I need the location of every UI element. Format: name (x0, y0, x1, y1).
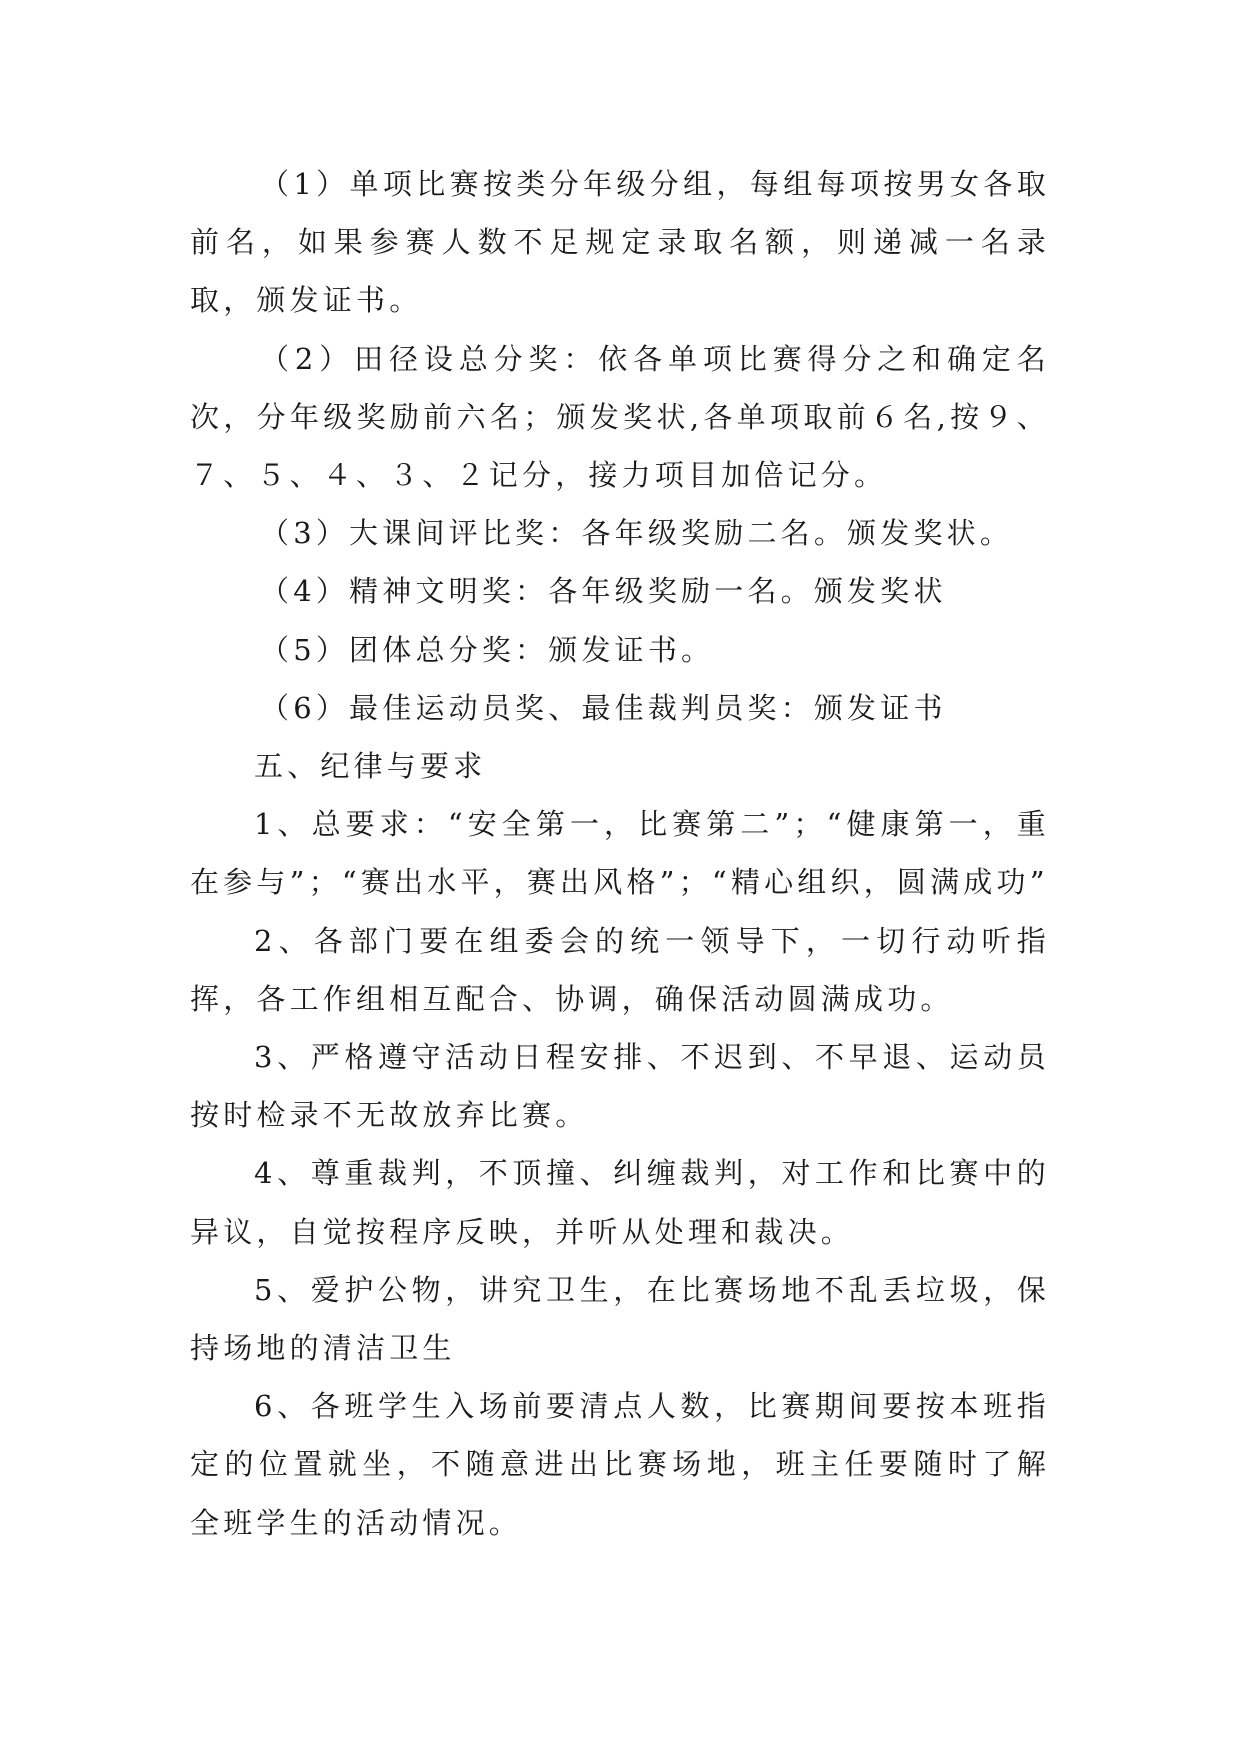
rule-item-4: 4、尊重裁判，不顶撞、纠缠裁判，对工作和比赛中的异议，自觉按程序反映，并听从处理和裁决。 (190, 1156, 1050, 1249)
rule-item-3: 3、严格遵守活动日程安排、不迟到、不早退、运动员按时检录不无故放弃比赛。 (190, 1040, 1050, 1133)
rule-item-6: 6、各班学生入场前要清点人数，比赛期间要按本班指定的位置就坐，不随意进出比赛场地，班主任要随时了解全班学生的活动情况。 (190, 1389, 1050, 1540)
award-item-4: （4）精神文明奖：各年级奖励一名。颁发奖状 (260, 574, 947, 609)
award-item-3: （3）大课间评比奖：各年级奖励二名。颁发奖状。 (260, 516, 1014, 551)
rule-item-5: 5、爱护公物，讲究卫生，在比赛场地不乱丢垃圾，保持场地的清洁卫生 (190, 1272, 1050, 1366)
award-item-6: （6）最佳运动员奖、最佳裁判员奖：颁发证书 (260, 690, 947, 725)
award-item-1: （1）单项比赛按类分年级分组，每组每项按男女各取前名，如果参赛人数不足规定录取名额，则递减一名录取，颁发证书。 (190, 167, 1050, 318)
award-item-2: （2）田径设总分奖：依各单项比赛得分之和确定名次，分年级奖励前六名；颁发奖状,各单项取前６名,按９、７、５、４、３、２记分，接力项目加倍记分。 (190, 341, 1050, 493)
award-item-5: （5）团体总分奖：颁发证书。 (260, 632, 715, 667)
rule-item-2: 2、各部门要在组委会的统一领导下，一切行动听指挥，各工作组相互配合、协调，确保活动圆满成功。 (190, 923, 1050, 1016)
rule-item-1: 1、总要求：“安全第一，比赛第二”；“健康第一，重在参与”；“赛出水平，赛出风格”；“精心组织，圆满成功” (190, 807, 1050, 900)
document-body (190, 155, 1050, 1552)
section-heading: 五、纪律与要求 (254, 749, 487, 784)
